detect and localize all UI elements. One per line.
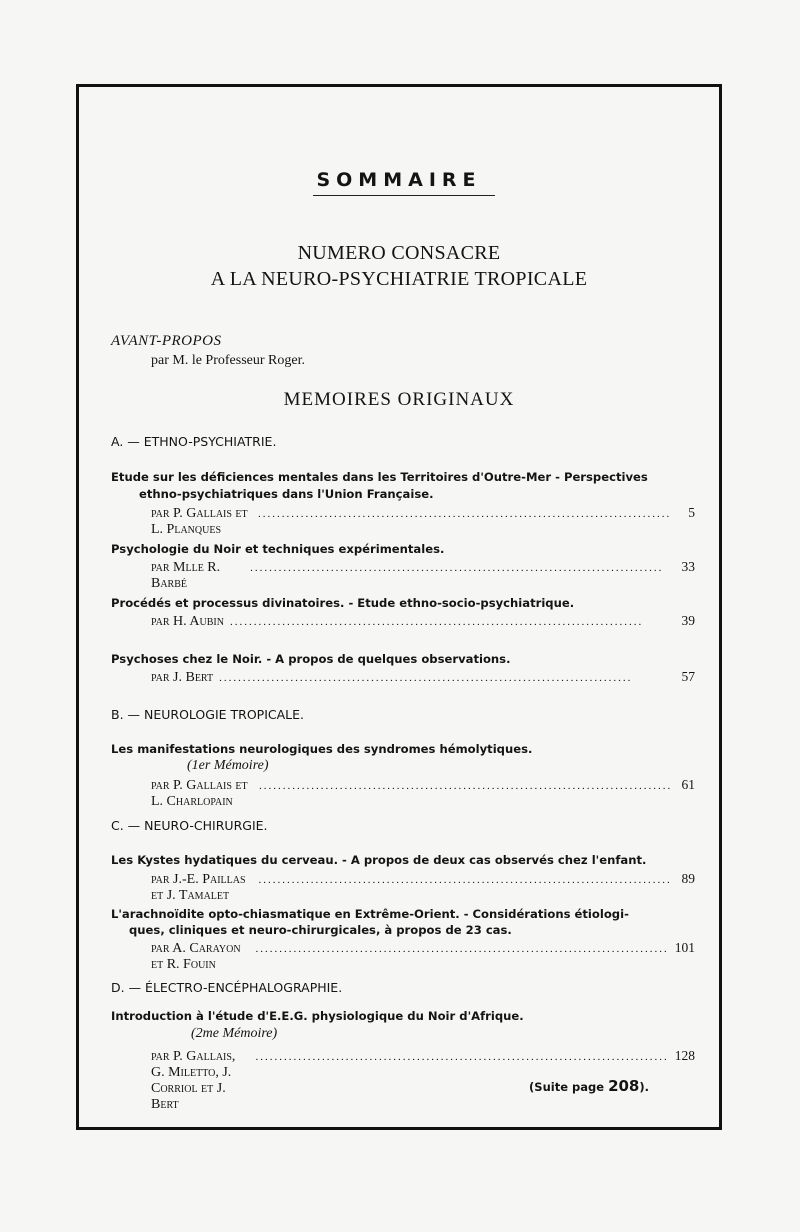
entry-8-note: (2me Mémoire) bbox=[191, 1026, 278, 1041]
avant-propos-author: par M. le Professeur Roger. bbox=[151, 353, 305, 368]
continued-page: 208 bbox=[608, 1077, 640, 1095]
entry-8-title: Introduction à l'étude d'E.E.G. physiologique du Noir d'Afrique. bbox=[111, 1009, 524, 1023]
entry-4-author-row bbox=[151, 669, 695, 686]
entry-3-author: par H. Aubin bbox=[151, 614, 224, 629]
continued-label: (Suite page bbox=[529, 1080, 605, 1094]
entry-6-page: 89 bbox=[681, 871, 695, 886]
entry-7-author: par A. Carayon et R. Fouin bbox=[151, 941, 241, 972]
dot-leader: ....................................................................................... bbox=[255, 943, 669, 955]
continued-note bbox=[529, 1077, 649, 1095]
dot-leader: ....................................................................................... bbox=[229, 616, 644, 628]
entry-2-author-row bbox=[151, 559, 695, 592]
entry-1-author-row bbox=[151, 505, 695, 538]
entry-5-note: (1er Mémoire) bbox=[187, 758, 269, 773]
section-b-label: B. — NEUROLOGIE TROPICALE. bbox=[111, 707, 305, 722]
dot-leader: ....................................................................................... bbox=[255, 1051, 669, 1063]
entry-4-author: par J. Bert bbox=[151, 670, 214, 685]
section-a-label: A. — ETHNO-PSYCHIATRIE. bbox=[111, 434, 277, 449]
section-d-label: D. — ÉLECTRO-ENCÉPHALOGRAPHIE. bbox=[111, 980, 343, 995]
entry-3-title: Procédés et processus divinatoires. - Etude ethno-socio-psychiatrique. bbox=[111, 596, 575, 610]
dot-leader: ....................................................................................... bbox=[258, 780, 673, 792]
subtitle-line-2: A LA NEURO-PSYCHIATRIE TROPICALE bbox=[210, 268, 588, 290]
entry-6-author-row bbox=[151, 871, 695, 904]
entry-8-page: 128 bbox=[674, 1048, 695, 1063]
memoires-title: MEMOIRES ORIGINAUX bbox=[283, 389, 515, 410]
entry-2-author: par Mlle R. Barbé bbox=[151, 560, 221, 591]
entry-5-title: Les manifestations neurologiques des syndromes hémolytiques. bbox=[111, 742, 533, 756]
entry-3-author-row bbox=[151, 613, 695, 630]
page-title: SOMMAIRE bbox=[316, 169, 482, 191]
entry-7-title-line-2: ques, cliniques et neuro-chirurgicales, à propos de 23 cas. bbox=[129, 923, 512, 937]
entry-2-title: Psychologie du Noir et techniques expérimentales. bbox=[111, 542, 445, 556]
entry-7-page: 101 bbox=[674, 940, 695, 955]
entry-3-page: 39 bbox=[681, 613, 695, 628]
entry-7-author-row bbox=[151, 940, 695, 973]
entry-8-author: par P. Gallais, G. Miletto, J. Corriol et J. Bert bbox=[151, 1049, 236, 1112]
title-underline bbox=[313, 195, 495, 196]
subtitle-line-1: NUMERO CONSACRE bbox=[297, 242, 501, 264]
entry-1-page: 5 bbox=[688, 505, 695, 520]
entry-5-author: par P. Gallais et L. Charlopain bbox=[151, 778, 248, 809]
entry-6-title: Les Kystes hydatiques du cerveau. - A propos de deux cas observés chez l'enfant. bbox=[111, 853, 647, 867]
entry-5-page: 61 bbox=[681, 777, 695, 792]
entry-4-title: Psychoses chez le Noir. - A propos de quelques observations. bbox=[111, 652, 511, 666]
avant-propos-label: AVANT-PROPOS bbox=[111, 333, 222, 349]
entry-5-author-row bbox=[151, 777, 695, 810]
entry-2-page: 33 bbox=[681, 559, 695, 574]
continued-end: ). bbox=[639, 1080, 649, 1094]
entry-1-title-line-2: ethno-psychiatriques dans l'Union Française. bbox=[139, 487, 434, 501]
entry-6-author: par J.-E. Paillas et J. Tamalet bbox=[151, 872, 246, 903]
dot-leader: ....................................................................................... bbox=[257, 508, 672, 520]
dot-leader: ....................................................................................... bbox=[250, 562, 664, 574]
entry-1-title-line-1: Etude sur les déficiences mentales dans les Territoires d'Outre-Mer - Perspectives bbox=[111, 470, 648, 484]
entry-7-title-line-1: L'arachnoïdite opto-chiasmatique en Extrême-Orient. - Considérations étiologi- bbox=[111, 907, 629, 921]
dot-leader: ....................................................................................... bbox=[219, 672, 633, 684]
page-frame bbox=[76, 84, 722, 1130]
entry-4-page: 57 bbox=[681, 669, 695, 684]
entry-1-author: par P. Gallais et L. Planques bbox=[151, 506, 248, 537]
section-c-label: C. — NEURO-CHIRURGIE. bbox=[111, 818, 268, 833]
dot-leader: ....................................................................................... bbox=[258, 874, 672, 886]
